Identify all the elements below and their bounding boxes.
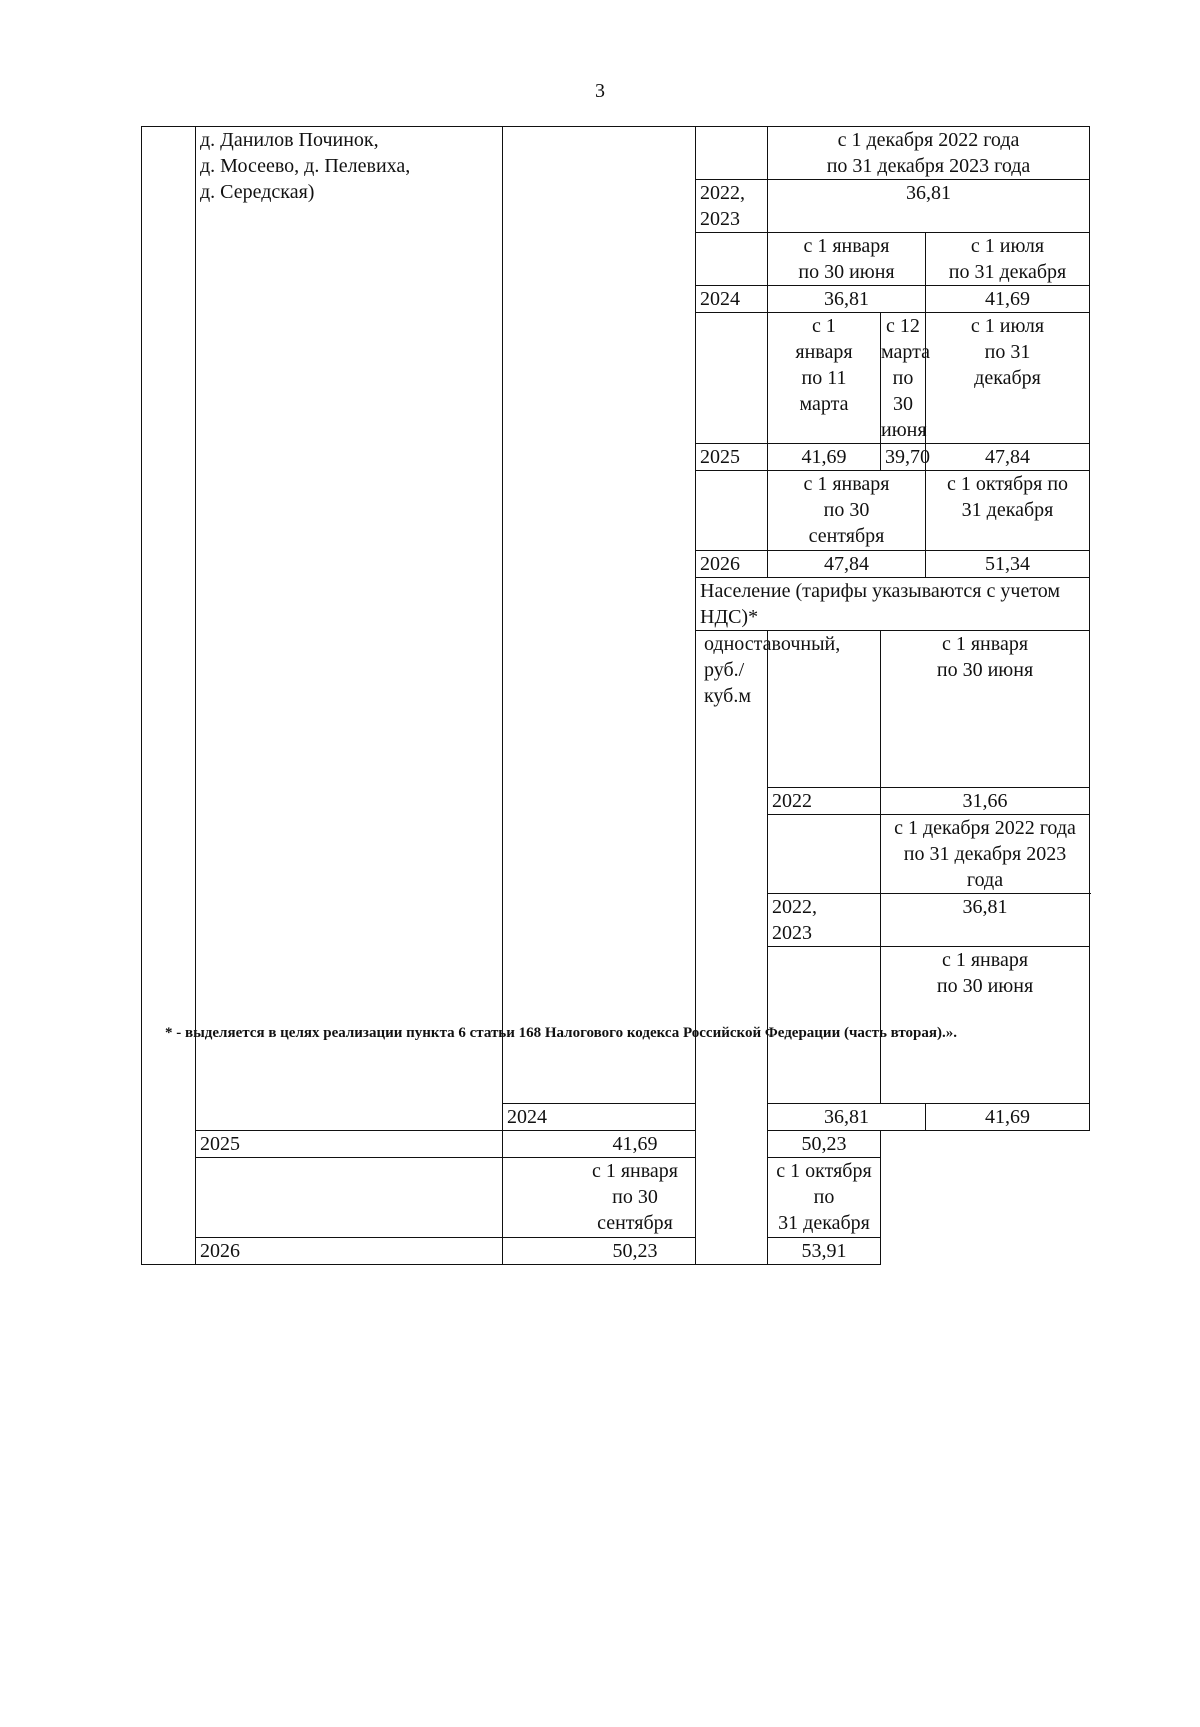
period-header: с 1 января по 11 марта xyxy=(768,313,881,444)
period-header: с 1 декабря 2022 года по 31 декабря 2023 года xyxy=(768,127,1090,180)
period-header: с 1 июля по 31 декабря xyxy=(926,313,1090,444)
year-cell xyxy=(196,1158,503,1238)
period-header: с 1 января по 30 июня xyxy=(881,631,1090,788)
tariff-value: 36,81 xyxy=(768,1104,926,1131)
year-cell xyxy=(696,127,768,180)
tariff-value: 50,23 xyxy=(503,1238,768,1265)
footnote: * - выделяется в целях реализации пункта 6 статьи 168 Налогового кодекса Российской Федерации (часть вторая).». xyxy=(165,1025,957,1041)
tariff-type-cell: одноставочный, руб./куб.м xyxy=(696,631,768,1265)
tariff-value: 36,81 xyxy=(768,180,1090,233)
period-header: с 1 декабря 2022 года по 31 декабря 2023 года xyxy=(881,815,1090,894)
period-header: с 1 января по 30 сентября xyxy=(768,471,926,551)
period-header: с 1 октября по 31 декабря xyxy=(768,1158,881,1238)
tariff-value: 41,69 xyxy=(768,444,881,471)
tariff-value: 36,81 xyxy=(881,894,1090,947)
period-header: с 1 января по 30 сентября xyxy=(503,1158,768,1238)
period-header: с 12 марта по 30 июня xyxy=(881,313,926,444)
period-header: с 1 октября по 31 декабря xyxy=(926,471,1090,551)
tariff-value: 31,66 xyxy=(881,788,1090,815)
year-cell xyxy=(768,815,881,894)
tariff-value: 47,84 xyxy=(926,444,1090,471)
tariff-value: 41,69 xyxy=(503,1131,768,1158)
year-cell xyxy=(696,471,768,551)
year-cell xyxy=(696,313,768,444)
year-cell: 2024 xyxy=(696,286,768,313)
year-cell xyxy=(696,233,768,286)
page-number: 3 xyxy=(595,80,605,102)
tariff-value: 50,23 xyxy=(768,1131,881,1158)
year-cell: 2026 xyxy=(696,551,768,578)
period-header: с 1 января по 30 июня xyxy=(768,233,926,286)
tariff-value: 39,70 xyxy=(881,444,926,471)
settlement-line: д. Мосеево, д. Пелевиха, xyxy=(200,155,411,177)
tariff-value: 47,84 xyxy=(768,551,926,578)
tariff-table xyxy=(141,126,1090,1265)
year-cell: 2022 xyxy=(768,788,881,815)
population-group-header: Население (тарифы указываются с учетом НДС)* xyxy=(696,578,1090,631)
settlements-cell xyxy=(196,127,503,1131)
year-cell: 2022, 2023 xyxy=(696,180,768,233)
tariff-value: 53,91 xyxy=(768,1238,881,1265)
row-number-cell xyxy=(142,127,196,1265)
period-header: с 1 января по 30 июня xyxy=(881,947,1090,1104)
year-cell: 2025 xyxy=(196,1131,503,1158)
tariff-value: 51,34 xyxy=(926,551,1090,578)
settlement-line: д. Данилов Починок, xyxy=(200,129,379,151)
tariff-value: 41,69 xyxy=(926,1104,1090,1131)
year-cell: 2024 xyxy=(503,1104,696,1131)
period-header: с 1 июля по 31 декабря xyxy=(926,233,1090,286)
settlement-line: д. Середская) xyxy=(200,181,315,203)
year-cell: 2026 xyxy=(196,1238,503,1265)
tariff-value: 36,81 xyxy=(768,286,926,313)
tariff-value: 41,69 xyxy=(926,286,1090,313)
year-cell: 2025 xyxy=(696,444,768,471)
year-cell: 2022, 2023 xyxy=(768,894,881,947)
tariff-type-cell-empty xyxy=(503,127,696,1104)
